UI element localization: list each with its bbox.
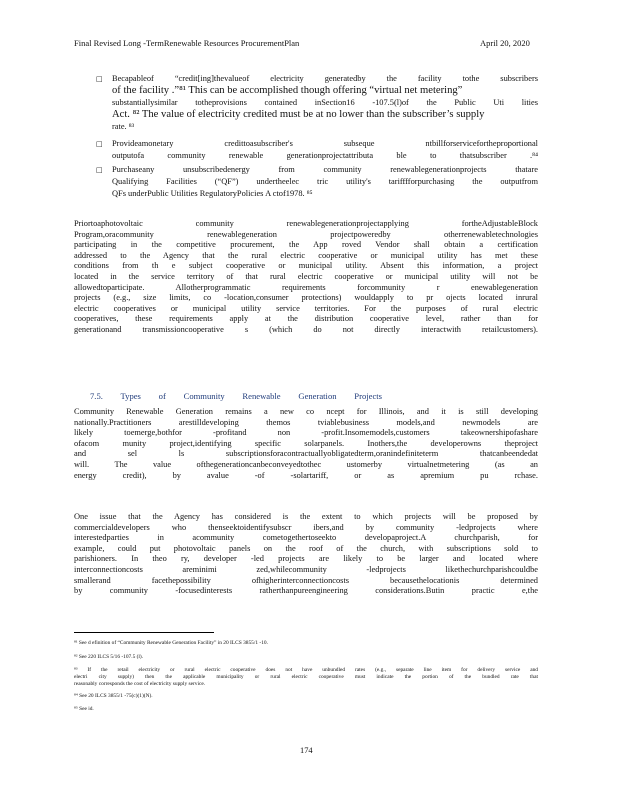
bullet-1-tail: rate. ⁸³ bbox=[112, 122, 135, 131]
paragraph-line: smallerand facethepossibility ofhigherinterconnectioncosts becausethelocationis determined bbox=[74, 575, 538, 585]
bullet-1-emphasis-2: Act. ⁸² The value of electricity credited must be at no lower than the subscriber’s supply bbox=[112, 109, 485, 120]
paragraph-line: generationand transmissioncooperative s (which do not directly interactwith retailcustomers). bbox=[74, 324, 538, 334]
header-left: Final Revised Long -TermRenewable Resources ProcurementPlan bbox=[74, 38, 300, 48]
bullet-1-line-2: substantiallysimilar totheprovisions contained inSection16 -107.5(l)of the Public Uti lities bbox=[112, 98, 538, 107]
bullet-icon: □ bbox=[96, 140, 103, 148]
paragraph-line: One issue that the Agency has considered is the extent to which projects will be proposed by bbox=[74, 512, 538, 521]
paragraph-line: and sel ls subscriptionsforacontractuallyobligatedterm,oranindefiniteterm thatcanbeendedat bbox=[74, 449, 538, 459]
footnote-83-line-3: reasonably corresponds the cost of electricity supply service. bbox=[74, 681, 206, 687]
bullet-icon: □ bbox=[96, 75, 103, 83]
bullet-2-line-1: Provideamonetary credittoasubscriber's subseque ntbillforservicefortheproportional bbox=[112, 139, 538, 148]
bullet-1-line-1: Becapableof “credit[ing]thevalueof electricity generatedby the facility tothe subscribers bbox=[112, 74, 538, 83]
header-right: April 20, 2020 bbox=[480, 38, 530, 48]
paragraph-community-generation bbox=[74, 407, 538, 481]
footnote-85: ⁸⁵ See id. bbox=[74, 706, 94, 712]
section-heading: 7.5. Types of Community Renewable Generation Projects bbox=[90, 391, 382, 401]
paragraph-line: projects (e.g., size limits, co -location,consumer protections) wouldapply to pr ojects located inrural bbox=[74, 293, 538, 303]
bullet-3-line-3: QFs underPublic Utilities RegulatoryPolicies A ctof1978. ⁸⁵ bbox=[112, 189, 313, 198]
paragraph-line: interestedparties in acommunity cometogethertoseekto developaproject.A churchparish, for bbox=[74, 533, 538, 543]
paragraph-rural-cooperatives bbox=[74, 219, 538, 336]
page-number: 174 bbox=[300, 746, 313, 755]
paragraph-line: electric cooperatives or municipal utility service territories. For the purposes of rural electric bbox=[74, 303, 538, 313]
footnote-divider bbox=[74, 632, 214, 633]
bullet-3-line-2: Qualifying Facilities (“QF”) undertheelec tric utility's tarifffforpurchasing the outputfrom bbox=[112, 177, 538, 186]
paragraph-line: nationally.Practitioners arestilldeveloping themos tviablebusiness models,and newmodels are bbox=[74, 417, 538, 427]
footnote-83-line-2: electri city supply) then the applicable municipality or rural electric cooperative must indicate the portion of the bundled rate that bbox=[74, 674, 538, 680]
paragraph-line: example, could put photovoltaic panels on the roof of the church, with subscriptions sold to bbox=[74, 543, 538, 553]
paragraph-line: commercialdevelopers who thenseektoidentifysubscr ibers,and by community -ledprojects where bbox=[74, 522, 538, 532]
footnote-84: ⁸⁴ See 20 ILCS 3855/1 -75(c)(1)(N). bbox=[74, 693, 153, 699]
bullet-3-line-1: Purchaseany unsubscribedenergy from community renewablegenerationprojects thatare bbox=[112, 165, 538, 174]
paragraph-line: Community Renewable Generation remains a new co ncept for Illinois, and it is still developing bbox=[74, 407, 538, 416]
footnote-82: ⁸² See 220 ILCS 5/16 -107.5 (l). bbox=[74, 654, 144, 660]
paragraph-line: by community -focusedinterests ratherthanpureengineering considerations.Butin practic e,the bbox=[74, 586, 538, 596]
paragraph-line: ofacom munity project,identifying specific solarpanels. Inothers,the developerowns theproject bbox=[74, 438, 538, 448]
paragraph-line: allowedtoparticipate. Allotherprogrammatic requirements forcommunity r enewablegeneration bbox=[74, 282, 538, 292]
bullet-icon: □ bbox=[96, 166, 103, 174]
paragraph-line: energy credit), by avalue -of -solartariff, or as apremium pu rchase. bbox=[74, 470, 538, 480]
paragraph-line: addressed to the Agency that the rural electric cooperative or municipal utility has met these bbox=[74, 250, 538, 260]
paragraph-line: parishioners. In theo ry, developer -led projects are likely to be larger and located where bbox=[74, 554, 538, 564]
bullet-1-emphasis-1: of the facility .”⁸¹ This can be accomplished though offering “virtual net metering” bbox=[112, 85, 463, 96]
bullet-2-line-2: outputofa community renewable generationprojectattributa ble to thatsubscriber .⁸⁴ bbox=[112, 151, 538, 160]
paragraph-line: located in the service territory of that rural electric cooperative or municipal utility will not be bbox=[74, 271, 538, 281]
paragraph-line: interconnectioncosts areminimi zed,whilecommunity -ledprojects likethechurchparishcouldbe bbox=[74, 564, 538, 574]
paragraph-line: conditions from th e subject cooperative or municipal utility. Absent this information, a project bbox=[74, 261, 538, 271]
footnote-83-line-1: ⁸³ If the retail electricity or rural electric cooperative does not have unbundled rates (e.g., separate line item for delivery service and bbox=[74, 667, 538, 673]
paragraph-line: Priortoaphotovoltaic community renewablegenerationprojectapplying fortheAdjustableBlock bbox=[74, 219, 538, 228]
paragraph-line: likely toemerge,bothfor -profitand non -profit.Insomemodels,customers takeownershipofashare bbox=[74, 428, 538, 438]
paragraph-developer-vs-community bbox=[74, 512, 538, 597]
paragraph-line: will. The value ofthegenerationcanbeconveyedtothec ustomerby virtualnetmetering (as an bbox=[74, 459, 538, 469]
paragraph-line: cooperatives, these requirements apply at the distribution cooperative level, rather than for bbox=[74, 314, 538, 324]
footnote-81: ⁸¹ See d efinition of “Community Renewable Generation Facility” in 20 ILCS 3855/1 -10. bbox=[74, 640, 268, 646]
paragraph-line: participating in the competitive procurement, the App roved Vendor shall obtain a certification bbox=[74, 240, 538, 250]
paragraph-line: Program,oracommunity renewablegeneration projectpoweredby otherrenewabletechnologies bbox=[74, 229, 538, 239]
